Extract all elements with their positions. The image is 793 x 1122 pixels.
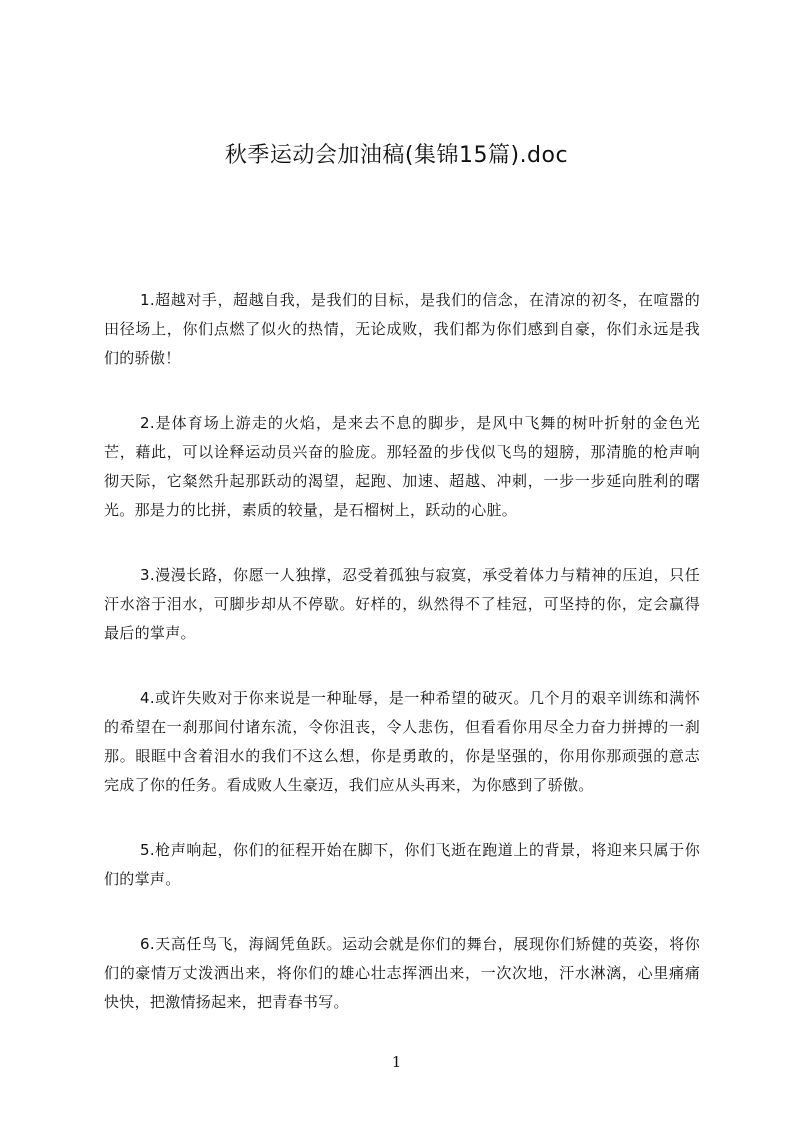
paragraph-6: 6.天高任鸟飞，海阔凭鱼跃。运动会就是你们的舞台，展现你们矫健的英姿，将你们的豪情万丈泼洒出来，将你们的雄心壮志挥洒出来，一次次地，汗水淋漓，心里痛痛快快，把激情扬起来，把青春书写。 (104, 935, 700, 1011)
paragraph-3: 3.漫漫长路，你愿一人独撑，忍受着孤独与寂寞，承受着体力与精神的压迫，只任汗水溶于泪水，可脚步却从不停歇。好样的，纵然得不了桂冠，可坚持的你，定会赢得最后的掌声。 (104, 566, 700, 642)
paragraph-1: 1.超越对手，超越自我，是我们的目标，是我们的信念，在清凉的初冬，在喧嚣的田径场上，你们点燃了似火的热情，无论成败，我们都为你们感到自豪，你们永远是我们的骄傲！ (104, 291, 700, 367)
paragraph-5: 5.枪声响起，你们的征程开始在脚下，你们飞逝在跑道上的背景，将迎来只属于你们的掌声。 (104, 841, 700, 888)
document-title: 秋季运动会加油稿(集锦15篇).doc (224, 143, 569, 168)
page-number: 1 (391, 1053, 402, 1071)
document-body (104, 286, 700, 1053)
paragraph-2: 2.是体育场上游走的火焰，是来去不息的脚步，是风中飞舞的树叶折射的金色光芒，藉此，可以诠释运动员兴奋的脸庞。那轻盈的步伐似飞鸟的翅膀，那清脆的枪声响彻天际，它粲然升起那跃动的渴望，起跑、加速、超越、冲刺，一步一步延向胜利的曙光。那是力的比拼，素质的较量，是石榴树上，跃动的心脏。 (104, 414, 700, 519)
paragraph-4: 4.或许失败对于你来说是一种耻辱，是一种希望的破灭。几个月的艰辛训练和满怀的希望在一刹那间付诸东流，令你沮丧，令人悲伤，但看看你用尽全力奋力拼搏的一刹那。眼眶中含着泪水的我们不这么想，你是勇敢的，你是坚强的，你用你那顽强的意志完成了你的任务。看成败人生豪迈，我们应从头再来，为你感到了骄傲。 (104, 689, 700, 794)
